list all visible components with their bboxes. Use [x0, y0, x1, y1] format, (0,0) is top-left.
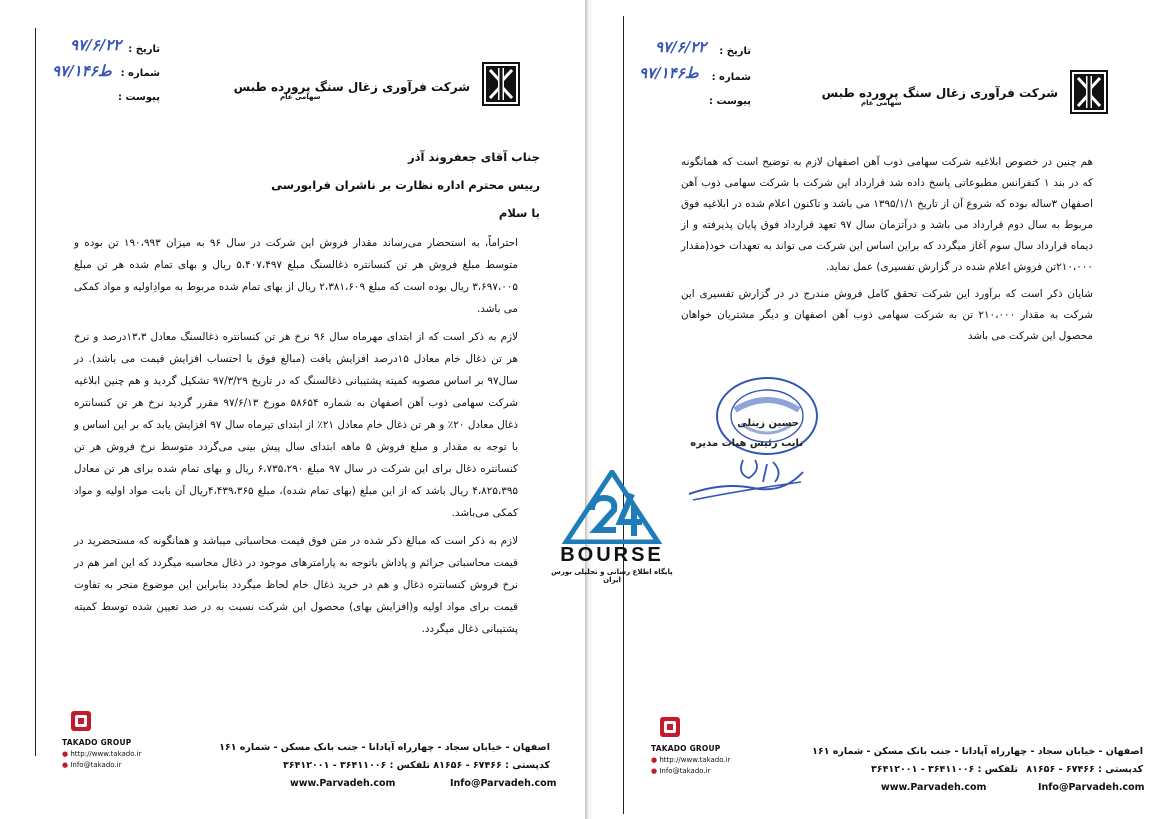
letter-body — [681, 152, 1093, 353]
takado-logo-icon — [659, 716, 681, 738]
takado-website: http://www.takado.ir — [659, 756, 731, 764]
company-name: شرکت فرآوری زغال سنگ پرورده طبس — [233, 80, 470, 94]
paragraph: لازم به ذکر است که مبالغ ذکر شده در متن فوق قیمت محاسباتی میباشد و همانگونه که مستحضرید در قیمت محاسباتی جرائم و پاداش باتوجه به پارامترهای موجود در ذغال محاسبه میگردد که این امر هم در نرخ فروش کنسانتره ذغال و هم در خرید ذغال خام لحاظ میگردد بنابراین این موضوع منجر به تفاوت قیمت برای مواد اولیه و(افزایش بهای) محصول این شرکت نسبت به در صد تعیین شده توسط کمیته پشتیبانی ذغال میگردد. — [74, 535, 518, 635]
signatory-title: نایب رئیس هیات مدیره — [690, 438, 803, 449]
page-gap — [585, 0, 593, 819]
paragraph: لازم به ذکر است که از ابتدای مهرماه سال ۹۶ نرخ هر تن کنسانتره ذغالسنگ معادل ۱۳،۳درصد و نرخ هر تن ذغال خام معادل ۱۵درصد افزایش یافت (مبالغ فوق با احتساب افزایش قیمت می باشد). در سال۹۷ بر اساس مصوبه کمیته پشتیبانی ذغالسنگ که در تاریخ ۹۷/۳/۲۹ تشکیل گردید و هم چنین ابلاغیه شرکت سهامی ذوب آهن اصفهان به شماره ۵۸۶۵۴ مورخ ۹۷/۶/۱۳ مقرر گردید نرخ هر تن کنسانتره ذغال معادل ۲۰٪ و هر تن ذغال خام معادل ۲۱٪ از ابتدای تیرماه سال ۹۷ افزایش یابد که بر این اساس و با توجه به مقدار و مبلغ فروش ۵ ماهه ابتدای سال پیش بینی می‌گردد متوسط نرخ فروش هر تن کنسانتره ذغال برای این شرکت در سال ۹۷ مبلغ ۶،۷۳۵،۲۹۰ ریال و بهای تمام شده برای هر تن معادل ۴،۸۲۵،۳۹۵ ریال باشد که از این مبلغ (بهای تمام شده)، مبلغ ۴،۴۳۹،۳۶۵ریال آن بابت مواد اولیه و مواد کمکی می‌باشد. — [74, 331, 519, 519]
letter-page-1 — [0, 0, 585, 819]
takado-info: TAKADO GROUP ● http://www.takado.ir ● Info@takado.ir — [651, 744, 731, 775]
footer-website: www.Parvadeh.com — [881, 782, 987, 793]
company-name: شرکت فرآوری زغال سنگ پرورده طبس — [821, 86, 1058, 100]
letter-body — [74, 232, 518, 646]
attachment-label: پیوست : — [708, 96, 751, 107]
handwritten-date: ۹۷/۶/۲۲ — [70, 36, 122, 54]
takado-website: http://www.takado.ir — [70, 750, 142, 758]
footer-postal: کدپستی : ۶۷۴۶۶ - ۸۱۶۵۶ — [1026, 764, 1143, 775]
takado-info: TAKADO GROUP ● http://www.takado.ir ● Info@takado.ir — [62, 738, 142, 769]
letter-page-2 — [593, 0, 1173, 819]
recipient-name: جناب آقای جعفروند آذر — [408, 150, 540, 164]
footer-phone: تلفکس : ۳۶۴۱۱۰۰۶ - ۳۶۴۱۲۰۰۱ — [283, 760, 430, 771]
handwritten-number: ۹۷/۱۴۶ط — [52, 62, 112, 80]
paragraph: شایان ذکر است که برآورد این شرکت تحقق کامل فروش مندرج در در گزارش تفسیری این شرکت به مقدار ۲۱۰،۰۰۰ تن به شرکت سهامی ذوب آهن اصفهان و دیگر مشتریان خواهان محصول این شرکت می باشد — [681, 288, 1093, 342]
footer-postal: کدپستی : ۶۷۴۶۶ - ۸۱۶۵۶ — [433, 760, 550, 771]
bourse-tagline: پایگاه اطلاع رسانی و تحلیلی بورس ایران — [551, 568, 673, 584]
date-label: تاریخ : — [719, 46, 751, 57]
bourse-brand: BOURSE — [560, 544, 664, 566]
page-border-line — [35, 28, 36, 756]
company-type: سهامی عام — [861, 99, 902, 107]
takado-group-name: TAKADO GROUP — [62, 738, 132, 747]
footer-phone: تلفکس : ۳۶۴۱۱۰۰۶ - ۳۶۴۱۲۰۰۱ — [871, 764, 1018, 775]
bourse24-watermark — [548, 470, 676, 584]
handwritten-number: ۹۷/۱۴۶ط — [639, 64, 699, 82]
recipient-title: رییس محترم اداره نظارت بر ناشران فرابورسی — [271, 178, 540, 192]
takado-group-name: TAKADO GROUP — [651, 744, 721, 753]
signatory-name: حسین زینلی — [737, 418, 799, 429]
company-logo-icon — [1070, 70, 1108, 114]
number-label: شماره : — [711, 72, 751, 83]
takado-logo-icon — [70, 710, 92, 732]
bourse24-logo-icon — [562, 470, 662, 544]
takado-email: Info@takado.ir — [70, 761, 122, 769]
footer-website: www.Parvadeh.com — [290, 778, 396, 789]
footer-address: اصفهان - خیابان سجاد - چهارراه آپادانا - جنب بانک مسکن - شماره ۱۶۱ — [219, 742, 550, 753]
handwritten-date: ۹۷/۶/۲۲ — [655, 38, 707, 56]
attachment-label: پیوست : — [117, 92, 160, 103]
takado-email: Info@takado.ir — [659, 767, 711, 775]
company-type: سهامی عام — [280, 93, 321, 101]
footer-address: اصفهان - خیابان سجاد - چهارراه آپادانا - جنب بانک مسکن - شماره ۱۶۱ — [812, 746, 1143, 757]
number-label: شماره : — [120, 68, 160, 79]
paragraph: هم چنین در خصوص ابلاغیه شرکت سهامی ذوب آهن اصفهان لازم به توضیح است که همانگونه که در بند ۱ کنفرانس مطبوعاتی پاسخ داده شد قرارداد این شرکت با شرکت سهامی ذوب آهن اصفهان ۳ساله بوده که شروع آن از تاریخ ۱۳۹۵/۱/۱ می باشد و تاکنون اعلام شده در ابلاغیه فوق مربوط به سال دوم قرارداد می باشد و درآتزمان سال ۹۷ تعهد قرارداد فوق پایان پذیرفته و از دیماه قرارداد سال سوم آغاز میگردد که براین اساس این شرکت می تواند به تعهدات خود(مقدار ۲۱۰،۰۰۰تن فروش اعلام شده در گزارش تفسیری) عمل نماید. — [681, 156, 1094, 273]
footer-email: Info@Parvadeh.com — [1038, 782, 1145, 793]
company-logo-icon — [482, 62, 520, 106]
paragraph: احتراماً، به استحضار می‌رساند مقدار فروش این شرکت در سال ۹۶ به میزان ۱۹۰،۹۹۳ تن بوده و متوسط مبلغ فروش هر تن کنسانتره ذغالسنگ مبلغ ۵،۴۰۷،۴۹۷ ریال و بهای تمام شده هر تن مبلغ ۳،۶۹۷،۰۰۵ ریال بوده است که مبلغ ۲،۳۸۱،۶۰۹ ریال از بهای تمام شده مربوط به موادِاولیه و مواد کمکی می باشد. — [74, 237, 518, 315]
greeting: با سلام — [498, 206, 540, 220]
page-border-line — [623, 16, 624, 814]
date-label: تاریخ : — [128, 44, 160, 55]
handwritten-signature — [683, 452, 813, 507]
footer-email: Info@Parvadeh.com — [450, 778, 557, 789]
